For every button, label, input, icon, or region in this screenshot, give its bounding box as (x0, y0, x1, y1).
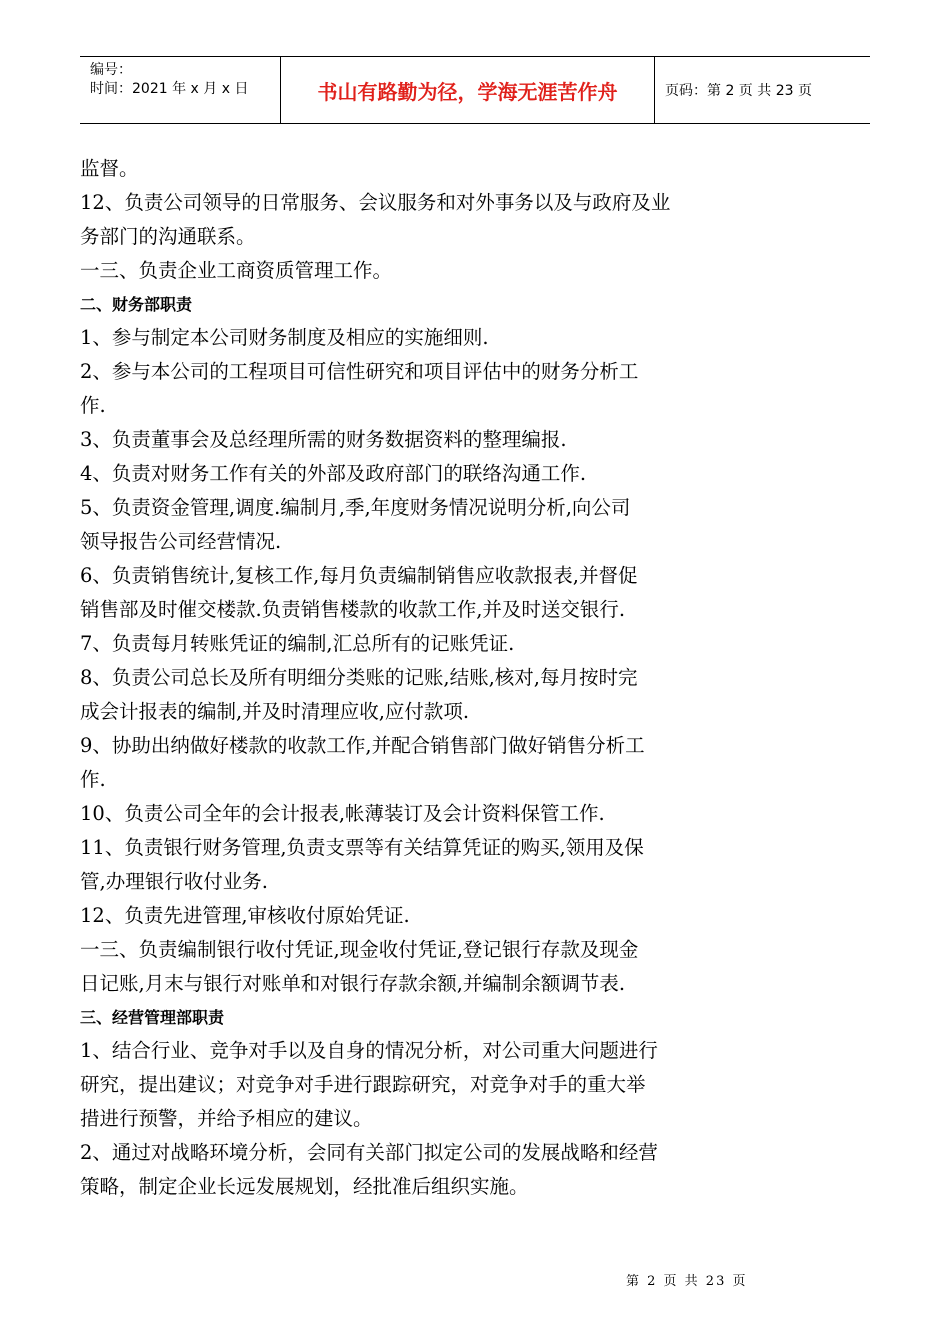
text-line: 一三、负责编制银行收付凭证,现金收付凭证,登记银行存款及现金 (80, 938, 639, 961)
text-line: 12、负责公司领导的日常服务、会议服务和对外事务以及与政府及业 (80, 191, 671, 214)
text-line: 成会计报表的编制,并及时清理应收,应付款项. (80, 700, 470, 723)
text-line: 2、参与本公司的工程项目可信性研究和项目评估中的财务分析工 (80, 360, 639, 383)
text-line: 作. (80, 394, 106, 417)
text-line: 12、负责先进管理,审核收付原始凭证. (80, 904, 410, 927)
text-line: 1、参与制定本公司财务制度及相应的实施细则. (80, 326, 489, 349)
document-number: 编号： (90, 62, 132, 78)
text-line: 务部门的沟通联系。 (80, 225, 256, 248)
section-heading: 二、财务部职责 (80, 295, 193, 314)
text-line: 措进行预警，并给予相应的建议。 (80, 1107, 373, 1130)
header-motto: 书山有路勤为径，学海无涯苦作舟 (317, 79, 618, 104)
text-line: 7、负责每月转账凭证的编制,汇总所有的记账凭证. (80, 632, 515, 655)
text-line: 策略，制定企业长远发展规划，经批准后组织实施。 (80, 1175, 529, 1198)
text-line: 日记账,月末与银行对账单和对银行存款余额,并编制余额调节表. (80, 972, 626, 995)
text-line: 一三、负责企业工商资质管理工作。 (80, 259, 393, 282)
text-line: 5、负责资金管理,调度.编制月,季,年度财务情况说明分析,向公司 (80, 496, 631, 519)
section-heading: 三、经营管理部职责 (80, 1008, 225, 1027)
text-line: 9、协助出纳做好楼款的收款工作,并配合销售部门做好销售分析工 (80, 734, 645, 757)
text-line: 作. (80, 768, 106, 791)
header-page-cell (655, 57, 870, 123)
text-line: 11、负责银行财务管理,负责支票等有关结算凭证的购买,领用及保 (80, 836, 644, 859)
text-line: 管,办理银行收付业务. (80, 870, 268, 893)
header-motto-cell (281, 57, 655, 123)
document-body (80, 153, 760, 1205)
page-header (80, 56, 870, 124)
footer-page-number: 第 2 页 共 23 页 (626, 1274, 748, 1289)
text-line: 研究，提出建议；对竞争对手进行跟踪研究，对竞争对手的重大举 (80, 1073, 646, 1096)
text-line: 6、负责销售统计,复核工作,每月负责编制销售应收款报表,并督促 (80, 564, 638, 587)
header-info-cell (80, 57, 281, 123)
text-line: 3、负责董事会及总经理所需的财务数据资料的整理编报. (80, 428, 567, 451)
text-line: 10、负责公司全年的会计报表,帐薄装订及会计资料保管工作. (80, 802, 605, 825)
text-line: 2、通过对战略环境分析，会同有关部门拟定公司的发展战略和经营 (80, 1141, 658, 1164)
text-line: 领导报告公司经营情况. (80, 530, 282, 553)
text-line: 4、负责对财务工作有关的外部及政府部门的联络沟通工作. (80, 462, 587, 485)
text-line: 1、结合行业、竞争对手以及自身的情况分析，对公司重大问题进行 (80, 1039, 658, 1062)
header-page-number: 页码：第 2 页 共 23 页 (665, 83, 812, 99)
text-line: 8、负责公司总长及所有明细分类账的记账,结账,核对,每月按时完 (80, 666, 638, 689)
text-line: 销售部及时催交楼款.负责销售楼款的收款工作,并及时送交银行. (80, 598, 626, 621)
document-date: 时间：2021 年 x 月 x 日 (90, 81, 249, 97)
text-line: 监督。 (80, 157, 139, 180)
page-footer (626, 1270, 747, 1289)
